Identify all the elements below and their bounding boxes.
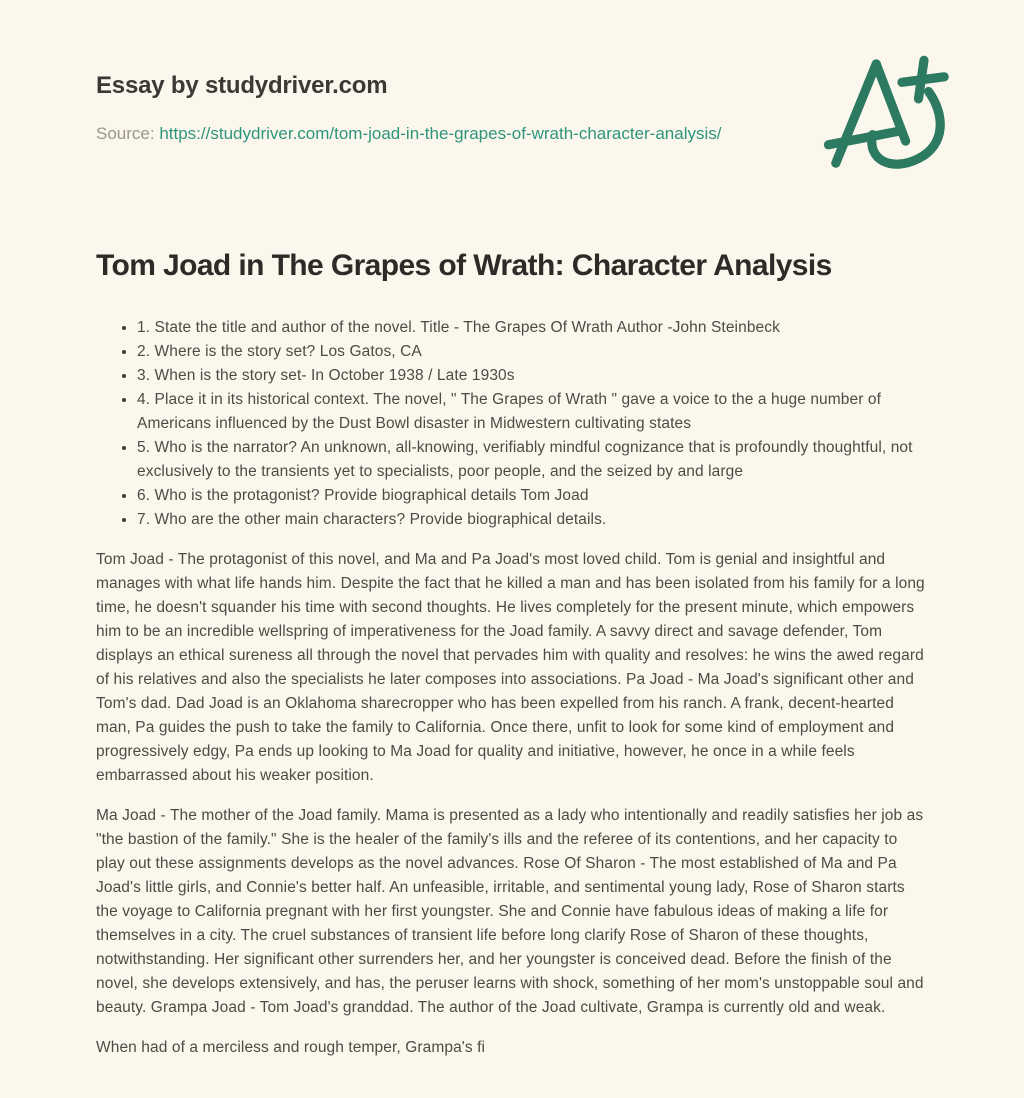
question-list-item: • 2. Where is the story set? Los Gatos, CA xyxy=(137,340,928,364)
essay-paragraph: Tom Joad - The protagonist of this novel, and Ma and Pa Joad's most loved child. Tom is genial and insightful and manages with what life hands him. Despite the fact that he killed a man and has been isolated from his family for a long time, he doesn't squander his time with second thoughts. He lives completely for the present minute, which empowers him to be an incredible wellspring of imperativeness for the Joad family. A savvy direct and savage defender, Tom displays an ethical sureness all through the novel that pervades him with quality and resolves: he wins the awed regard of his relatives and also the specialists he later composes into associations. Pa Joad - Ma Joad's significant other and Tom's dad. Dad Joad is an Oklahoma sharecropper who has been expelled from his ranch. A frank, decent-hearted man, Pa guides the push to take the family to California. Once there, unfit to look for some kind of employment and progressively edgy, Pa ends up looking to Ma Joad for quality and initiative, however, he once in a while feels embarrassed about his weaker position. xyxy=(96,551,925,784)
question-list xyxy=(96,316,928,532)
essay-paragraphs xyxy=(96,548,928,1060)
header-title: Essay by studydriver.com xyxy=(96,72,388,99)
question-list-item: • 5. Who is the narrator? An unknown, all-knowing, verifiably mindful cognizance that is profoundly thoughtful, not exclusively to the transients yet to specialists, poor people, and the seized by and large xyxy=(137,436,928,484)
source-line xyxy=(96,124,928,144)
essay-title: Tom Joad in The Grapes of Wrath: Character Analysis xyxy=(96,249,832,282)
a-plus-swoosh-icon xyxy=(816,52,964,176)
essay-content xyxy=(96,248,928,1060)
essay-paragraph: Ma Joad - The mother of the Joad family. Mama is presented as a lady who intentionally and readily satisfies her job as "the bastion of the family." She is the healer of the family's ills and the referee of its contentions, and her capacity to play out these assignments develops as the novel advances. Rose Of Sharon - The most established of Ma and Pa Joad's little girls, and Connie's better half. An unfeasible, irritable, and sentimental young lady, Rose of Sharon starts the voyage to California pregnant with her first youngster. She and Connie have fabulous ideas of making a life for themselves in a city. The cruel substances of transient life before long clarify Rose of Sharon of these thoughts, notwithstanding. Her significant other surrenders her, and her youngster is conceived dead. Before the finish of the novel, she develops extensively, and has, the peruser learns with shock, something of her mom's unstoppable soul and beauty. Grampa Joad - Tom Joad's granddad. The author of the Joad cultivate, Grampa is currently old and weak. xyxy=(96,807,924,1016)
essay-paragraph: When had of a merciless and rough temper, Grampa's fi xyxy=(96,1039,486,1056)
question-list-item: • 6. Who is the protagonist? Provide biographical details Tom Joad xyxy=(137,484,928,508)
source-label: Source: xyxy=(96,124,155,143)
source-link[interactable]: https://studydriver.com/tom-joad-in-the-grapes-of-wrath-character-analysis/ xyxy=(159,124,722,143)
studydriver-logo xyxy=(816,52,964,176)
question-list-item: • 1. State the title and author of the novel. Title - The Grapes Of Wrath Author -John Steinbeck xyxy=(137,316,928,340)
question-list-item: • 3. When is the story set- In October 1938 / Late 1930s xyxy=(137,364,928,388)
question-list-item: • 4. Place it in its historical context. The novel, " The Grapes of Wrath " gave a voice to the a huge number of Americans influenced by the Dust Bowl disaster in Midwestern cultivating states xyxy=(137,388,928,436)
page-header xyxy=(96,0,928,144)
question-list-item: • 7. Who are the other main characters? Provide biographical details. xyxy=(137,508,928,532)
